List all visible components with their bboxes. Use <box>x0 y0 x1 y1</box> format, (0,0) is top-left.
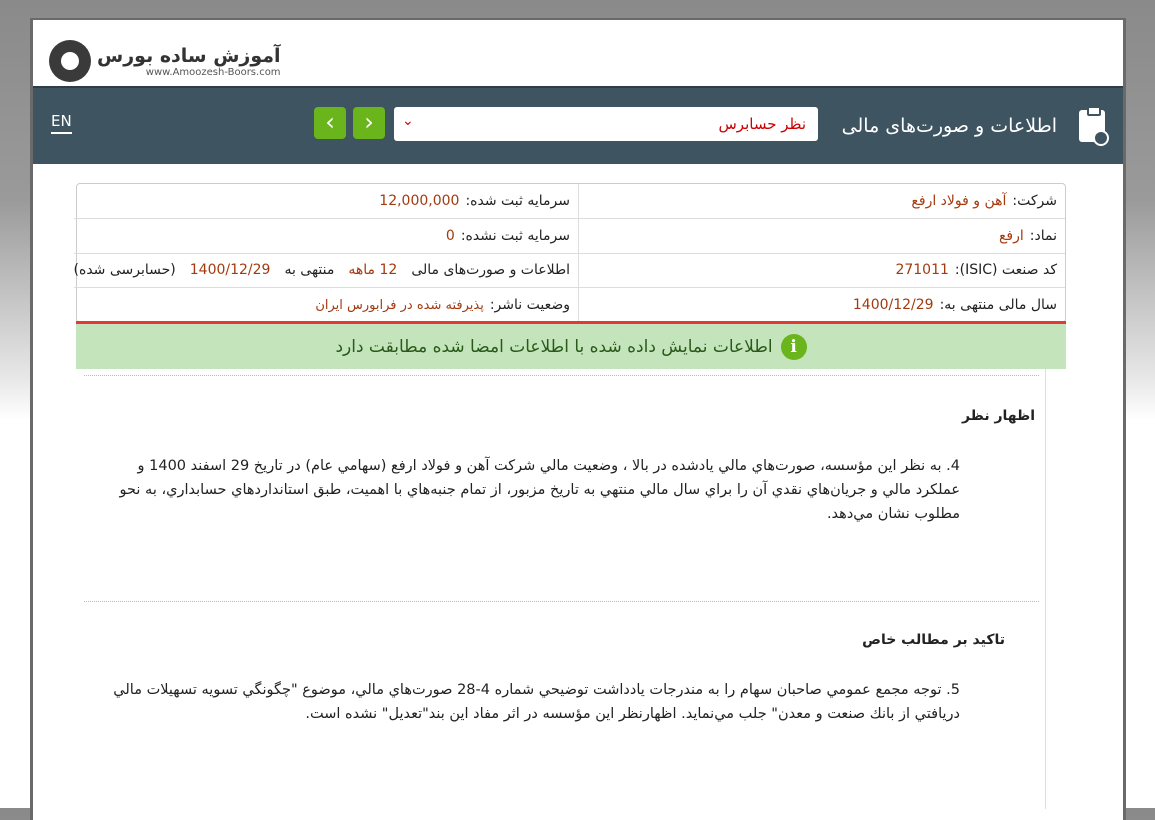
label: منتهی به <box>284 262 335 279</box>
report-type-select[interactable] <box>394 107 818 141</box>
info-row-company <box>579 184 1065 219</box>
info-icon: i <box>781 334 807 360</box>
publisher-status: پذیرفته شده در فرابورس ایران <box>315 297 484 313</box>
label: سرمایه ثبت شده: <box>465 192 570 209</box>
logo-url: www.Amoozesh-Boors.com <box>145 66 281 78</box>
isic-code: 271011 <box>895 262 949 279</box>
section-title: اظهار نظر <box>961 408 1035 424</box>
site-logo[interactable] <box>49 40 281 82</box>
label: سرمایه ثبت نشده: <box>460 227 570 244</box>
label: کد صنعت (ISIC): <box>954 262 1057 279</box>
registered-capital: 12,000,000 <box>379 192 460 209</box>
info-row-isic <box>579 254 1065 289</box>
language-toggle[interactable]: EN <box>51 112 72 134</box>
label: شرکت: <box>1012 192 1057 209</box>
statement-date: 1400/12/29 <box>189 262 271 279</box>
prev-button[interactable]: ‹ <box>314 107 346 139</box>
page-title: اطلاعات و صورت‌های مالی <box>841 115 1057 137</box>
period: 12 ماهه <box>348 262 398 279</box>
label: سال مالی منتهی به: <box>939 297 1057 314</box>
clipboard-check-icon <box>1079 110 1105 142</box>
info-row-registered-capital <box>74 184 578 219</box>
company-info-table <box>73 183 1066 323</box>
label: اطلاعات و صورت‌های مالی <box>411 262 570 279</box>
select-value: نظر حسابرس <box>718 115 806 133</box>
info-row-unregistered-capital <box>74 219 578 254</box>
company-name: آهن و فولاد ارفع <box>911 192 1007 209</box>
banner-text: اطلاعات نمایش داده شده با اطلاعات امضا شده مطابقت دارد <box>335 336 773 357</box>
unregistered-capital: 0 <box>445 227 455 244</box>
section-text: 4. به نظر اين مؤسسه، صورت‌هاي مالي يادشده در بالا ، وضعيت مالي شركت آهن و فولاد ارفع (سهامي عام) در تاريخ 29 اسفند 1400 و عملكرد مالي و جريان‌هاي نقدي آن را براي سال مالي منتهي به تاريخ مزبور، از تمام جنبه‌هاي با اهميت، طبق استانداردهاي حسابداري، به نحو مطلوب نشان مي‌دهد. <box>119 458 960 522</box>
audit-status: (حسابرسی شده) <box>73 262 176 279</box>
divider <box>1045 369 1046 809</box>
section-title: تاکید بر مطالب خاص <box>862 632 1005 648</box>
info-row-symbol <box>579 219 1065 254</box>
symbol: ارفع <box>998 227 1024 244</box>
chevron-down-icon: ⌄ <box>402 113 414 129</box>
info-row-publisher <box>74 288 578 322</box>
divider <box>84 375 1039 376</box>
section-text: 5. توجه مجمع عمومي صاحبان سهام را به مندرجات يادداشت توضيحي شماره 4-28 صورت‌هاي مالي، موضوع "چگونگي تسويه تسهيلات مالي دريافتي از بانك صنعت و معدن" جلب مي‌نمايد. اظهارنظر اين مؤسسه در اثر مفاد اين بند"تعديل" نشده است. <box>113 682 960 722</box>
globe-logo-icon <box>49 40 91 82</box>
divider <box>84 601 1039 602</box>
verification-banner <box>76 324 1066 369</box>
logo-name: آموزش ساده بورس <box>97 44 281 67</box>
label: نماد: <box>1029 227 1057 244</box>
info-row-fiscal-year <box>579 288 1065 322</box>
info-row-statement <box>74 254 578 289</box>
next-button[interactable]: › <box>353 107 385 139</box>
label: وضعیت ناشر: <box>489 297 570 314</box>
fiscal-year-end: 1400/12/29 <box>852 297 934 314</box>
header-bar <box>33 86 1123 164</box>
